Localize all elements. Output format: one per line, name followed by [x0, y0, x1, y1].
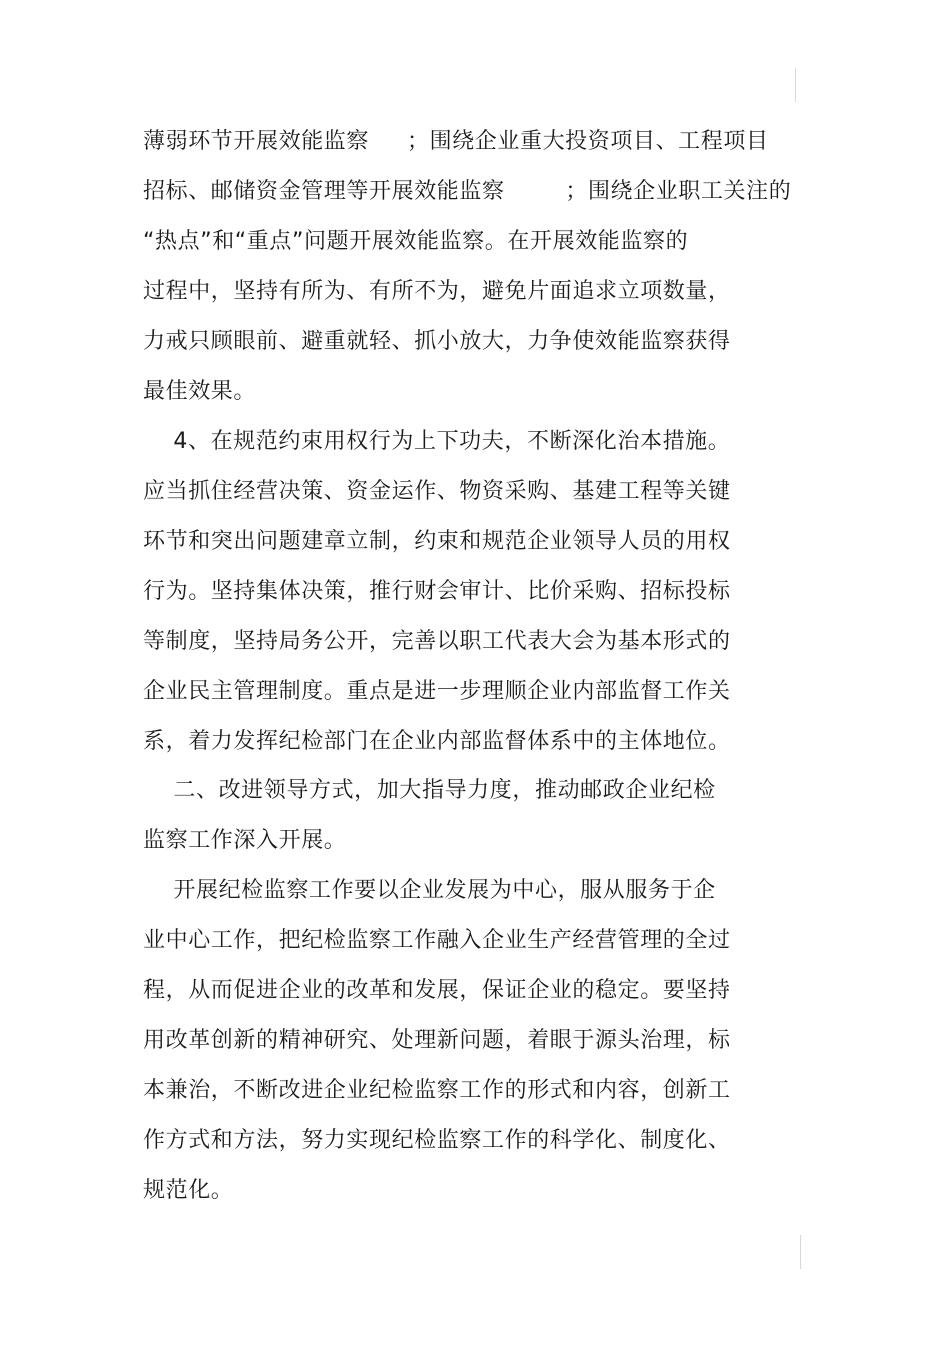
text-line: 本兼治，不断改进企业纪检监察工作的形式和内容，创新工	[143, 1078, 731, 1103]
text-line: 规范化。	[143, 1178, 234, 1203]
text-line: 环节和突出问题建章立制，约束和规范企业领导人员的用权	[143, 529, 731, 554]
page-edge-mark-top	[795, 68, 796, 102]
text-line: 力戒只顾眼前、避重就轻、抓小放大，力争使效能监察获得	[143, 329, 731, 354]
text-line: 二、改进领导方式，加大指导力度，推动邮政企业纪检	[143, 778, 716, 803]
text-line: 企业民主管理制度。重点是进一步理顺企业内部监督工作关	[143, 679, 731, 704]
text-line: 薄弱环节开展效能监察 ；围绕企业重大投资项目、工程项目	[143, 129, 769, 154]
text-line: 系，着力发挥纪检部门在企业内部监督体系中的主体地位。	[143, 729, 731, 754]
text-line: 程，从而促进企业的改革和发展，保证企业的稳定。要坚持	[143, 978, 731, 1003]
text-line: 4、在规范约束用权行为上下功夫，不断深化治本措施。	[143, 429, 731, 454]
text-line: 作方式和方法，努力实现纪检监察工作的科学化、制度化、	[143, 1128, 731, 1153]
text-line: 行为。坚持集体决策，推行财会审计、比价采购、招标投标	[143, 579, 731, 604]
text-line: 开展纪检监察工作要以企业发展为中心，服从服务于企	[143, 878, 716, 903]
text-line: 招标、邮储资金管理等开展效能监察 ；围绕企业职工关注的	[143, 179, 792, 204]
text-line: 过程中，坚持有所为、有所不为，避免片面追求立项数量，	[143, 279, 731, 304]
text-line: 等制度，坚持局务公开，完善以职工代表大会为基本形式的	[143, 629, 731, 654]
text-line: “热点”和“重点”问题开展效能监察。在开展效能监察的	[143, 229, 689, 254]
text-line: 应当抓住经营决策、资金运作、物资采购、基建工程等关键	[143, 479, 731, 504]
text-line: 业中心工作，把纪检监察工作融入企业生产经营管理的全过	[143, 928, 731, 953]
text-line: 最佳效果。	[143, 379, 257, 404]
text-line: 监察工作深入开展。	[143, 828, 347, 853]
text-line: 用改革创新的精神研究、处理新问题，着眼于源头治理，标	[143, 1028, 731, 1053]
page-edge-mark-bottom	[800, 1235, 801, 1269]
